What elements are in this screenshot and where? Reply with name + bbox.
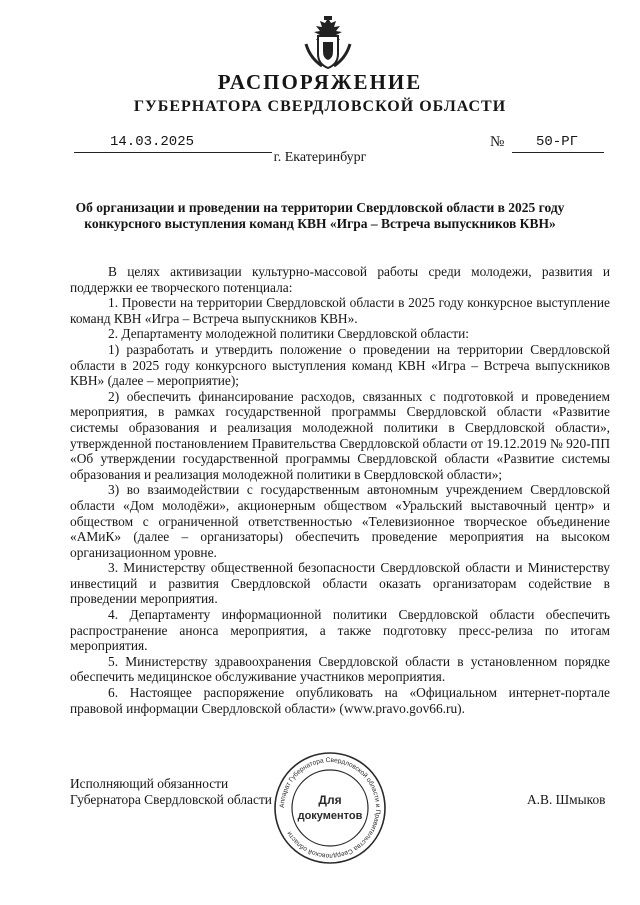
signatory-position-line2: Губернатора Свердловской области [70,792,272,807]
svg-text:Аппарат Губернатора Свердловск [279,757,381,859]
document-issuer: ГУБЕРНАТОРА СВЕРДЛОВСКОЙ ОБЛАСТИ [133,98,507,115]
document-date: 14.03.2025 [110,134,195,150]
paragraph-item-2: 2. Департаменту молодежной политики Свердловской области: [108,326,469,342]
signatory-position-line1: Исполняющий обязанности [70,776,229,791]
coat-of-arms-emblem [300,14,356,72]
signatory-position [70,776,272,808]
document-body [70,264,610,716]
paragraph-item-6: 6. Настоящее распоряжение опубликовать на «Официальном интернет-портале правовой информации Свердловской области» (www.pravo.gov66.ru). [70,685,610,716]
stamp-center-line1: Для [318,793,342,807]
paragraph-preamble: В целях активизации культурно-массовой работы среди молодежи, развития и поддержки ее творческого потенциала: [70,264,610,295]
paragraph-item-1: 1. Провести на территории Свердловской области в 2025 году конкурсное выступление команд КВН «Игра – Встреча выпускников КВН». [70,295,610,326]
stamp-ring-text: Аппарат Губернатора Свердловской области и Правительства Свердловской области [278,756,382,860]
document-city: г. Екатеринбург [273,150,367,165]
number-sign: № [490,134,505,150]
paragraph-subitem-2-2: 2) обеспечить финансирование расходов, связанных с подготовкой и проведением мероприятия, в рамках государственной программы Свердловской области «Развитие системы образования и реализация молодежной политики в Свердловской области», утвержденной постановлением Правительства Свердловской области от 19.12.2019 № 920-ПП «Об утверждении государственной программы Свердловской области «Развитие системы образования и реализация молодежной политики в Свердловской области»; [70,388,610,482]
document-number: 50-РГ [536,134,579,150]
stamp-center-line2: документов [297,810,363,822]
paragraph-item-5: 5. Министерству здравоохранения Свердловской области в установленном порядке обеспечить медицинское обслуживание участников мероприятия. [70,653,610,685]
paragraph-subitem-2-1: 1) разработать и утвердить положение о проведении на территории Свердловской области в 2025 году конкурсного выступления команд КВН «Игра – Встреча выпускников КВН» (далее – мероприятие); [70,341,610,389]
document-subject: Об организации и проведении на территории Свердловской области в 2025 году конкурсного выступления команд КВН «Игра – Встреча выпускников КВН» [75,200,565,231]
official-stamp [270,748,390,868]
signatory-name: А.В. Шмыков [527,792,606,807]
paragraph-item-4: 4. Департаменту информационной политики Свердловской области обеспечить распространение анонса мероприятия, а также подготовку пресс-релиза по итогам мероприятия. [70,607,610,654]
paragraph-item-3: 3. Министерству общественной безопасности Свердловской области и Министерству инвестиций и развития Свердловской области оказать организаторам содействие в проведении мероприятия. [70,560,610,607]
document-title: РАСПОРЯЖЕНИЕ [217,70,423,94]
paragraph-subitem-2-3: 3) во взаимодействии с государственным автономным учреждением Свердловской области «Дом молодёжи», акционерным обществом «Уральский выставочный центр» и обществом с ограниченной ответственностью «Телевизионное творческое объединение «АМиК» (далее – организаторы) обеспечить проведение мероприятия на высоком организационном уровне. [70,482,610,560]
